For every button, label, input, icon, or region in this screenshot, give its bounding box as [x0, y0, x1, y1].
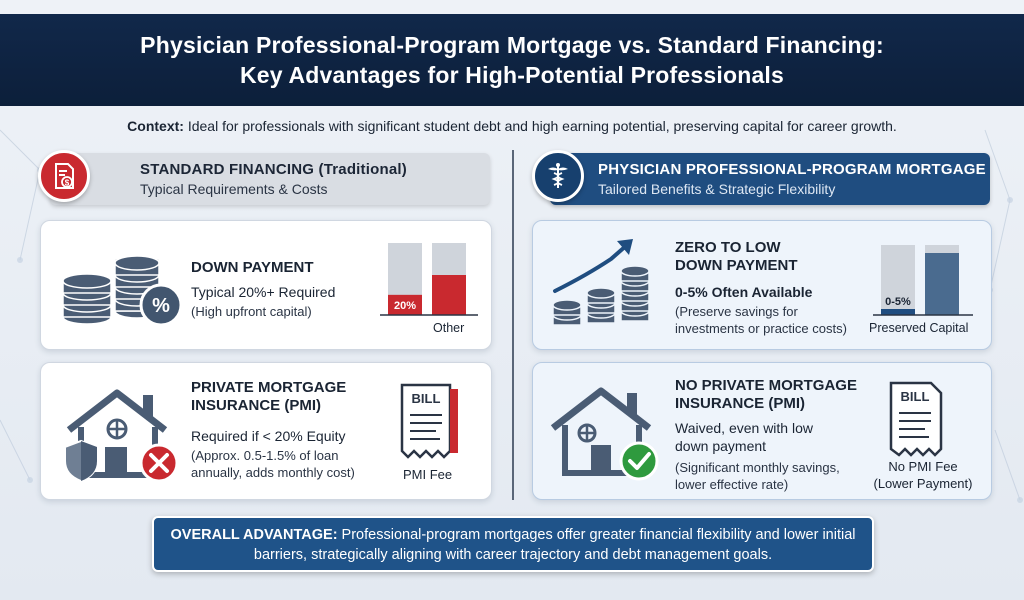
physician-down-payment-card	[532, 220, 992, 350]
standard-pmi-note-line1: (Approx. 0.5-1.5% of loan	[191, 448, 339, 463]
physician-mortgage-heading: PHYSICIAN PROFESSIONAL-PROGRAM MORTGAGE	[598, 161, 986, 178]
standard-pmi-label-line1: PRIVATE MORTGAGE	[191, 379, 347, 396]
physician-pmi-label-line1: NO PRIVATE MORTGAGE	[675, 377, 857, 394]
physician-down-payment-bar-chart	[869, 239, 979, 321]
physician-pmi-value-line1: Waived, even with low	[675, 420, 813, 436]
column-divider	[512, 150, 514, 500]
standard-down-payment-card	[40, 220, 492, 350]
physician-pmi-card	[532, 362, 992, 500]
standard-financing-header	[50, 153, 490, 205]
page-title-line2: Key Advantages for High-Potential Professionals	[239, 62, 785, 88]
house-check-icon	[547, 383, 667, 483]
physician-down-payment-note-line2: investments or practice costs)	[675, 321, 847, 336]
title-banner	[0, 14, 1024, 106]
standard-pmi-card	[40, 362, 492, 500]
physician-pmi-note-line1: (Significant monthly savings,	[675, 460, 840, 475]
standard-financing-heading: STANDARD FINANCING (Traditional)	[140, 161, 407, 178]
standard-pmi-label-line2: INSURANCE (PMI)	[191, 397, 321, 414]
standard-pmi-note-line2: annually, adds monthly cost)	[191, 465, 355, 480]
house-shield-x-icon	[59, 385, 189, 485]
caduceus-icon	[532, 150, 584, 202]
physician-bill-text: BILL	[900, 389, 930, 404]
standard-pmi-fee-caption: PMI Fee	[403, 467, 453, 482]
bill-icon-physician	[885, 379, 951, 459]
physician-pmi-fee-sub: (Lower Payment)	[873, 476, 973, 491]
svg-text:%: %	[152, 295, 170, 317]
overall-advantage-banner	[152, 516, 874, 572]
standard-down-payment-value: Typical 20%+ Required	[191, 284, 336, 300]
context-statement	[0, 118, 1024, 134]
physician-bar-label: 0-5%	[885, 296, 911, 308]
standard-down-payment-label: DOWN PAYMENT	[191, 259, 314, 276]
physician-down-payment-label-line1: ZERO TO LOW	[675, 239, 781, 256]
physician-pmi-value-line2: down payment	[675, 438, 767, 454]
standard-financing-subheading: Typical Requirements & Costs	[140, 181, 328, 197]
bill-icon	[396, 381, 466, 463]
document-dollar-icon	[38, 150, 90, 202]
standard-bill-text: BILL	[411, 391, 441, 406]
physician-down-payment-note-line1: (Preserve savings for	[675, 304, 798, 319]
physician-pmi-label-line2: INSURANCE (PMI)	[675, 395, 805, 412]
standard-down-payment-note: (High upfront capital)	[191, 304, 312, 319]
overall-advantage-label: OVERALL ADVANTAGE:	[170, 527, 338, 543]
growth-coins-icon	[547, 235, 667, 335]
standard-down-payment-bar-chart	[376, 241, 481, 321]
physician-bar-caption: Preserved Capital	[869, 321, 969, 335]
svg-text:$: $	[64, 178, 70, 188]
overall-advantage-text: Professional-program mortgages offer greater financial flexibility and lower initial barriers, strategically aligning with career trajectory and debt management goals.	[253, 527, 856, 563]
physician-mortgage-header	[550, 153, 990, 205]
physician-down-payment-label-line2: DOWN PAYMENT	[675, 257, 798, 274]
physician-pmi-note-line2: lower effective rate)	[675, 477, 789, 492]
standard-bar-label: 20%	[393, 300, 417, 312]
page-title-line1: Physician Professional-Program Mortgage vs. Standard Financing:	[140, 32, 884, 58]
standard-bar-caption: Other	[433, 321, 465, 335]
context-label: Context:	[127, 118, 184, 134]
coins-percent-icon	[59, 239, 189, 334]
physician-mortgage-subheading: Tailored Benefits & Strategic Flexibility	[598, 181, 836, 197]
standard-pmi-value: Required if < 20% Equity	[191, 428, 346, 444]
physician-down-payment-value: 0-5% Often Available	[675, 284, 813, 300]
physician-pmi-fee-caption: No PMI Fee	[888, 459, 958, 474]
context-text: Ideal for professionals with significant student debt and high earning potential, preserving capital for career growth.	[183, 118, 897, 134]
